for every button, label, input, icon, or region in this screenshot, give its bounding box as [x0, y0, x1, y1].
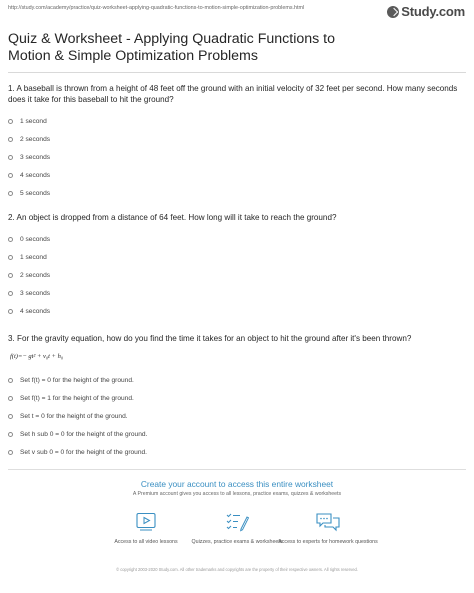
answer-option-label: Set v sub 0 = 0 for the height of the ground. — [20, 449, 148, 457]
radio-icon[interactable] — [8, 414, 13, 419]
answer-option[interactable] — [8, 407, 147, 425]
answer-option-label: 3 seconds — [20, 153, 51, 161]
question-1-text: 1. A baseball is thrown from a height of 48 feet off the ground with an initial velocity of 32 feet per second. How many seconds does it take for this baseball to hit the ground? — [8, 84, 458, 104]
answer-option[interactable] — [8, 285, 50, 303]
radio-icon[interactable] — [8, 432, 13, 437]
feature-label: Quizzes, practice exams & worksheets — [191, 539, 283, 545]
question-3-options — [8, 371, 147, 462]
radio-icon[interactable] — [8, 173, 13, 178]
question-1-options — [8, 112, 50, 203]
question-3-text: 3. For the gravity equation, how do you find the time it takes for an object to hit the ground after it's been thrown? — [8, 334, 412, 343]
feature-label: Access to all video lessons — [114, 539, 178, 545]
radio-icon[interactable] — [8, 191, 13, 196]
answer-option[interactable] — [8, 167, 50, 185]
radio-icon[interactable] — [8, 255, 13, 260]
answer-option[interactable] — [8, 426, 147, 444]
cta-subtitle: A Premium account gives you access to all lessons, practice exams, quizzes & worksheets — [132, 491, 342, 497]
answer-option-label: 5 seconds — [20, 190, 51, 198]
feature-experts — [278, 512, 378, 546]
title-divider — [8, 72, 466, 73]
question-2-text: 2. An object is dropped from a distance of 64 feet. How long will it take to reach the ground? — [8, 213, 337, 222]
answer-option-label: 0 seconds — [20, 235, 51, 243]
study-logo[interactable] — [387, 4, 465, 19]
answer-option-label: 4 seconds — [20, 308, 51, 316]
source-url[interactable]: http://study.com/academy/practice/quiz-worksheet-applying-quadratic-functions-to-motion-simple-optimization-problems.html — [8, 5, 305, 11]
answer-option-label: Set h sub 0 = 0 for the height of the ground. — [20, 431, 148, 439]
gravity-formula: f(t)=− gt² + v₀t + h₀ — [10, 353, 64, 360]
checklist-pencil-icon — [225, 512, 249, 532]
radio-icon[interactable] — [8, 237, 13, 242]
answer-option[interactable] — [8, 389, 147, 407]
study-logo-icon — [387, 6, 399, 18]
answer-option-label: Set t = 0 for the height of the ground. — [20, 412, 128, 420]
radio-icon[interactable] — [8, 119, 13, 124]
feature-quizzes — [187, 512, 287, 546]
answer-option-label: Set f(t) = 1 for the height of the ground. — [20, 394, 134, 402]
answer-option[interactable] — [8, 230, 50, 248]
cta-title-link[interactable]: Create your account to access this entire worksheet — [140, 479, 334, 489]
answer-option[interactable] — [8, 112, 50, 130]
answer-option-label: 3 seconds — [20, 290, 51, 298]
question-2-options — [8, 230, 50, 321]
answer-option[interactable] — [8, 130, 50, 148]
radio-icon[interactable] — [8, 291, 13, 296]
answer-option[interactable] — [8, 185, 50, 203]
answer-option[interactable] — [8, 444, 147, 462]
answer-option[interactable] — [8, 266, 50, 284]
answer-option-label: 1 second — [20, 253, 47, 261]
answer-option[interactable] — [8, 303, 50, 321]
answer-option[interactable] — [8, 248, 50, 266]
radio-icon[interactable] — [8, 450, 13, 455]
radio-icon[interactable] — [8, 396, 13, 401]
copyright-footer: © copyright 2003-2020 Study.com. All other trademarks and copyrights are the property of their respective owners. All rights reserved. — [116, 567, 358, 572]
answer-option-label: 1 second — [20, 117, 47, 125]
answer-option-label: 2 seconds — [20, 271, 51, 279]
radio-icon[interactable] — [8, 309, 13, 314]
radio-icon[interactable] — [8, 155, 13, 160]
radio-icon[interactable] — [8, 273, 13, 278]
study-logo-text: Study.com — [401, 4, 465, 19]
cta-divider — [8, 469, 466, 470]
answer-option[interactable] — [8, 371, 147, 389]
answer-option-label: 4 seconds — [20, 172, 51, 180]
radio-icon[interactable] — [8, 378, 13, 383]
chat-bubbles-icon — [315, 512, 341, 532]
page-title: Quiz & Worksheet - Applying Quadratic Functions to Motion & Simple Optimization Problems — [8, 31, 335, 64]
answer-option-label: 2 seconds — [20, 135, 51, 143]
feature-label: Access to experts for homework questions — [278, 539, 378, 545]
radio-icon[interactable] — [8, 137, 13, 142]
video-play-icon — [135, 512, 157, 532]
answer-option[interactable] — [8, 148, 50, 166]
answer-option-label: Set f(t) = 0 for the height of the ground. — [20, 376, 134, 384]
feature-video-lessons — [96, 512, 196, 546]
